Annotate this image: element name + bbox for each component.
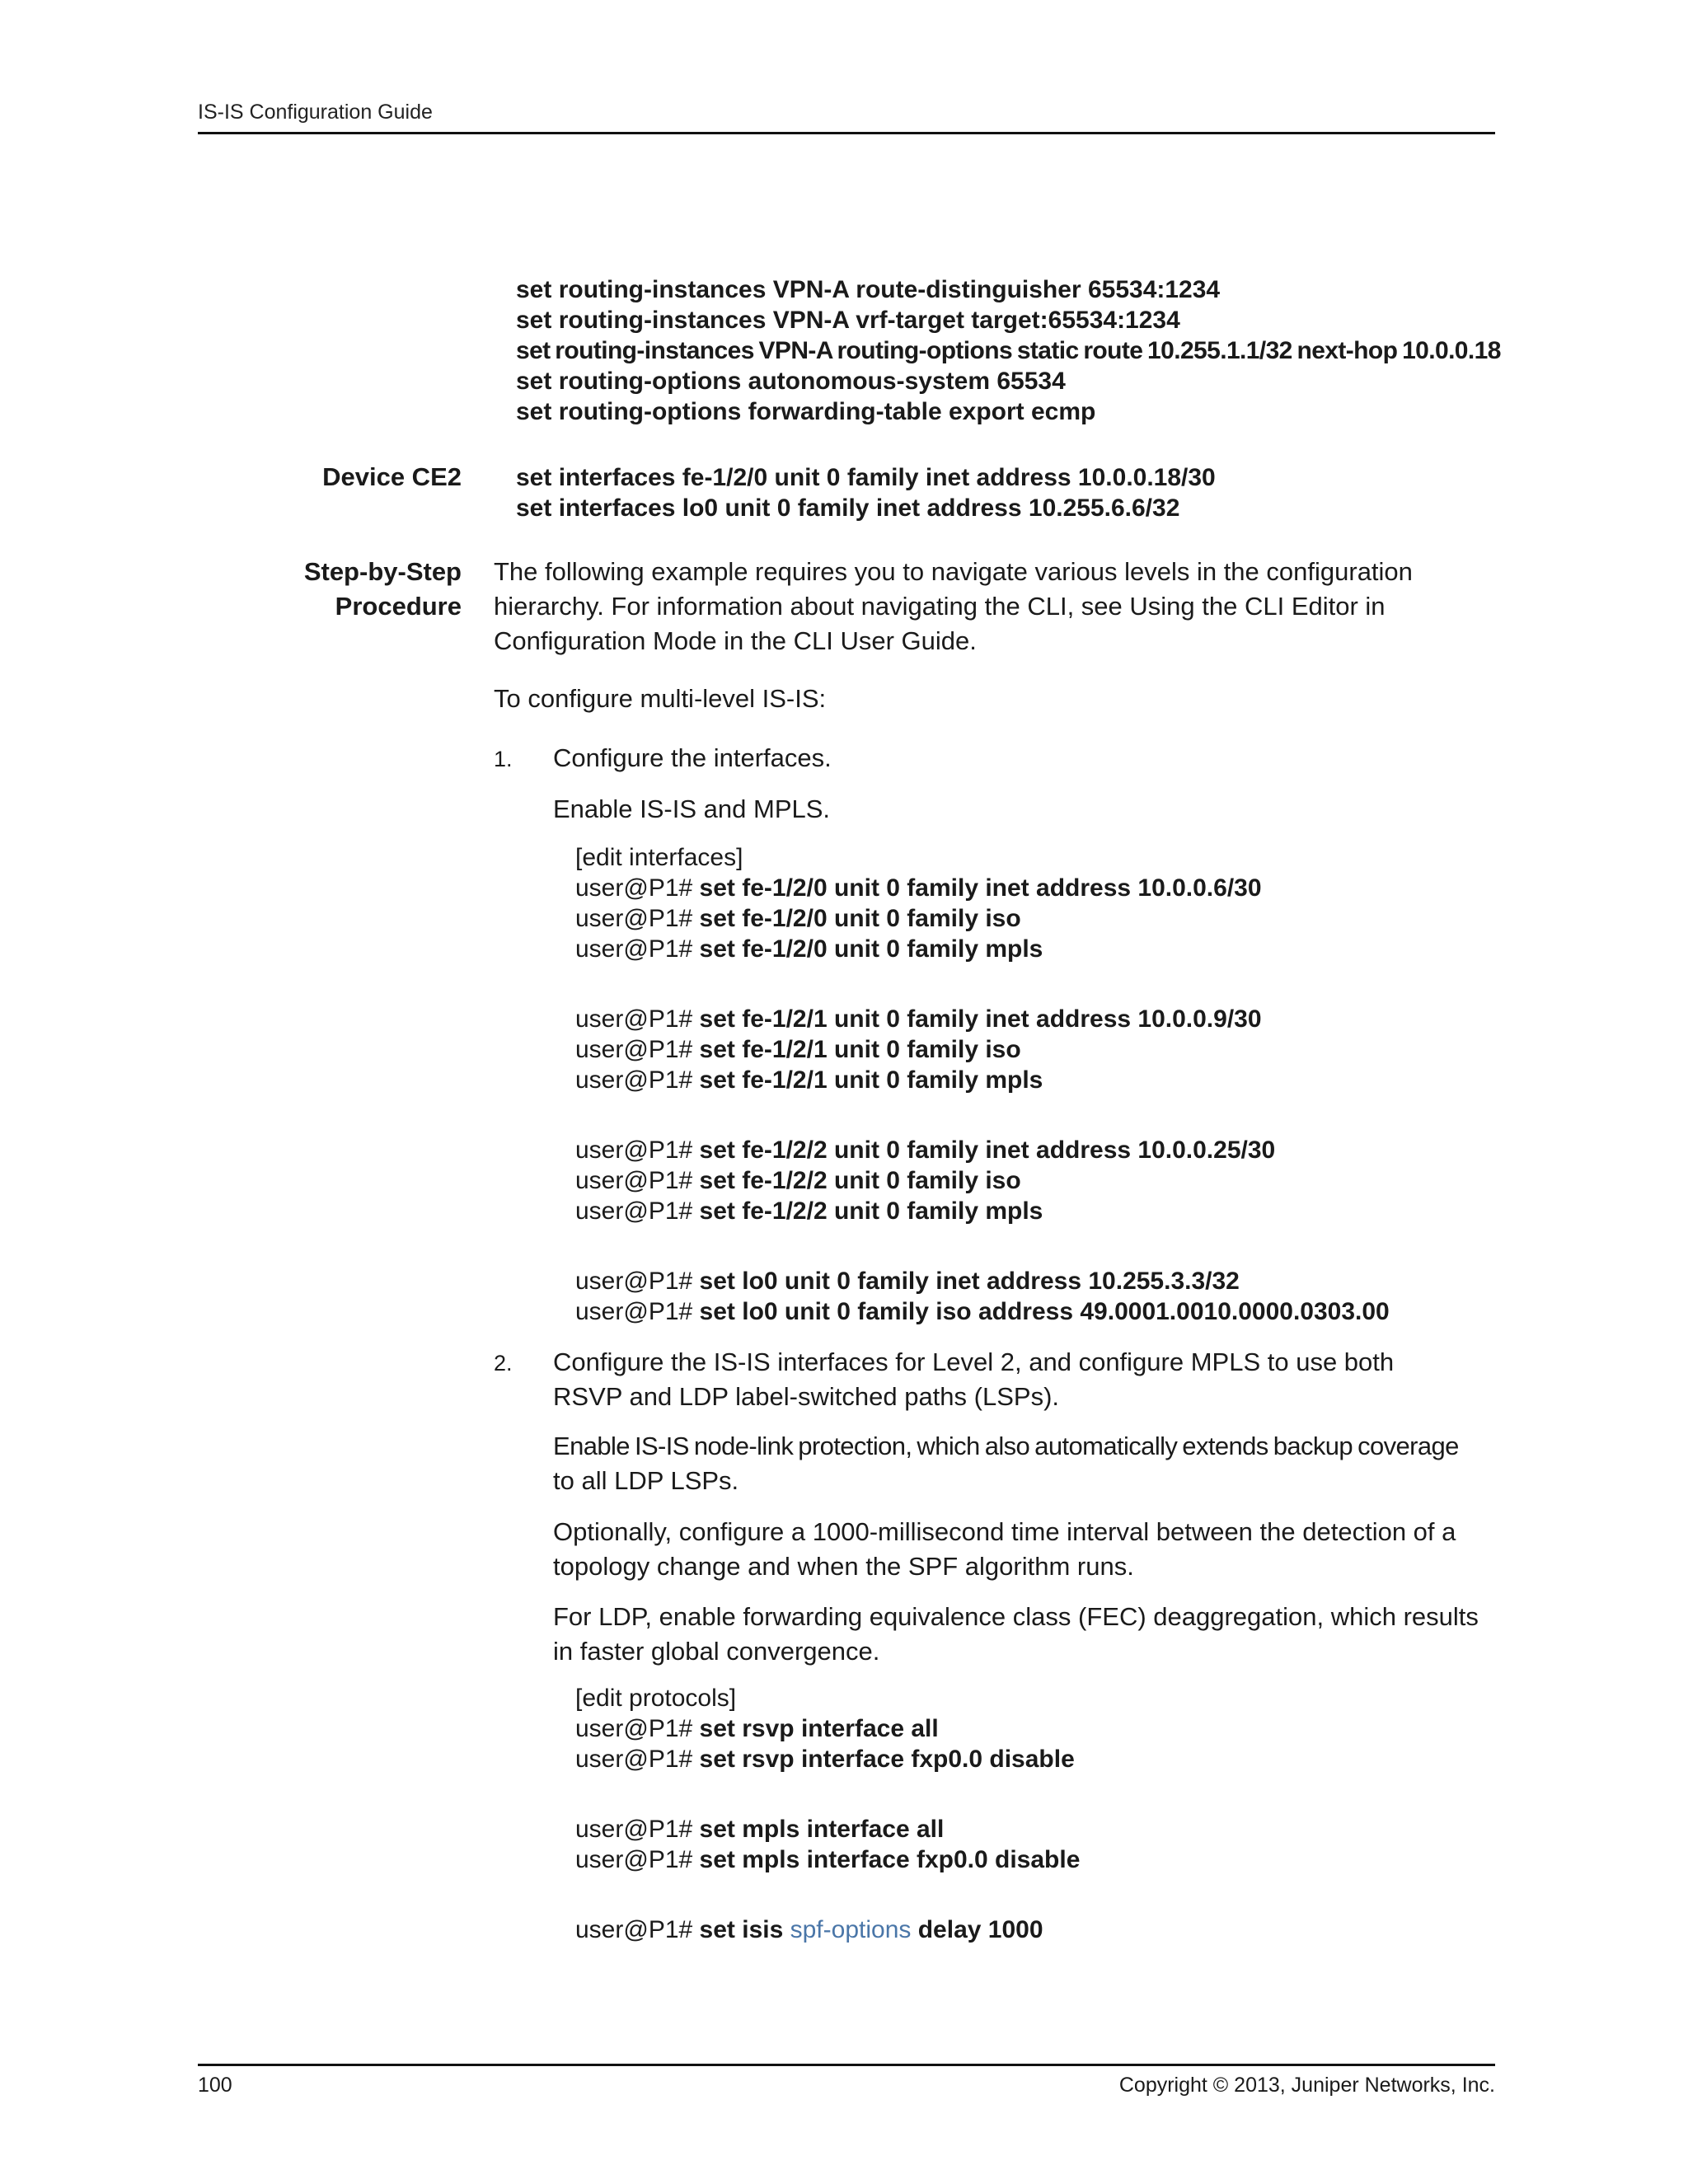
spf-options-link[interactable]: spf-options — [790, 1916, 912, 1943]
page-number: 100 — [198, 2074, 232, 2097]
device-ce2-label: Device CE2 — [322, 462, 462, 491]
step-title: Configure the interfaces. — [553, 743, 832, 772]
procedure-label: Step-by-Step Procedure — [303, 557, 462, 621]
code-line: set routing-options autonomous-system 65534 — [516, 368, 1066, 395]
interfaces-config-block — [575, 842, 1390, 1327]
code-line: user@P1# set mpls interface fxp0.0 disable — [575, 1846, 1081, 1873]
vpn-config-block — [516, 274, 1501, 427]
step-title: Configure the IS-IS interfaces for Level 2, and configure MPLS to use both RSVP and LDP label-switched paths (LSPs). — [553, 1347, 1395, 1411]
code-line: user@P1# set fe-1/2/0 unit 0 family mpls — [575, 935, 1043, 963]
step-number: 1. — [494, 747, 513, 771]
procedure-intro: The following example requires you to navigate various levels in the configuration hierarchy. For information about navigating the CLI, see Using the CLI Editor in Configuration Mode in the CLI User Guide. — [494, 557, 1413, 655]
code-line: user@P1# set rsvp interface all — [575, 1715, 939, 1742]
code-line: user@P1# set fe-1/2/1 unit 0 family inet address 10.0.0.9/30 — [575, 1005, 1262, 1033]
edit-context: [edit interfaces] — [575, 844, 743, 871]
protocols-config-block — [575, 1683, 1080, 1945]
running-header: IS-IS Configuration Guide — [198, 101, 433, 124]
footer-rule — [198, 2064, 1495, 2066]
code-line: user@P1# set fe-1/2/1 unit 0 family mpls — [575, 1066, 1043, 1094]
ce2-config-block — [516, 462, 1216, 523]
code-line: user@P1# set lo0 unit 0 family inet address 10.255.3.3/32 — [575, 1268, 1240, 1295]
step-paragraph: Enable IS-IS node-link protection, which also automatically extends backup coverage to all LDP LSPs. — [553, 1432, 1459, 1495]
edit-context: [edit protocols] — [575, 1685, 737, 1712]
code-line: user@P1# set fe-1/2/2 unit 0 family mpls — [575, 1197, 1043, 1225]
code-line: user@P1# set fe-1/2/1 unit 0 family iso — [575, 1036, 1021, 1063]
copyright: Copyright © 2013, Juniper Networks, Inc. — [1118, 2074, 1495, 2097]
code-line: user@P1# set fe-1/2/0 unit 0 family iso — [575, 905, 1021, 932]
step-paragraph: Optionally, configure a 1000-millisecond time interval between the detection of a topology change and when the SPF algorithm runs. — [553, 1517, 1456, 1581]
code-line: set routing-instances VPN-A vrf-target target:65534:1234 — [516, 307, 1180, 334]
code-line: set interfaces fe-1/2/0 unit 0 family inet address 10.0.0.18/30 — [516, 464, 1216, 491]
header-rule — [198, 132, 1495, 134]
code-line: user@P1# set fe-1/2/2 unit 0 family inet address 10.0.0.25/30 — [575, 1137, 1276, 1164]
code-line: set routing-instances VPN-A routing-options static route 10.255.1.1/32 next-hop 10.0.0.18 — [516, 337, 1501, 364]
code-line: set routing-options forwarding-table export ecmp — [516, 398, 1096, 425]
step-number: 2. — [494, 1351, 513, 1376]
code-line: set routing-instances VPN-A route-distinguisher 65534:1234 — [516, 276, 1221, 303]
code-line: user@P1# set fe-1/2/0 unit 0 family inet address 10.0.0.6/30 — [575, 874, 1262, 902]
code-line: user@P1# set lo0 unit 0 family iso address 49.0001.0010.0000.0303.00 — [575, 1298, 1390, 1325]
code-line: user@P1# set mpls interface all — [575, 1816, 945, 1843]
code-line: set interfaces lo0 unit 0 family inet address 10.255.6.6/32 — [516, 494, 1180, 522]
procedure-lead: To configure multi-level IS-IS: — [494, 684, 827, 713]
code-line: user@P1# set rsvp interface fxp0.0 disable — [575, 1746, 1075, 1773]
code-line: user@P1# set isis spf-options delay 1000 — [575, 1916, 1043, 1943]
step-note: Enable IS-IS and MPLS. — [553, 794, 831, 823]
code-line: user@P1# set fe-1/2/2 unit 0 family iso — [575, 1167, 1021, 1194]
step-paragraph: For LDP, enable forwarding equivalence class (FEC) deaggregation, which results in faster global convergence. — [553, 1602, 1479, 1666]
